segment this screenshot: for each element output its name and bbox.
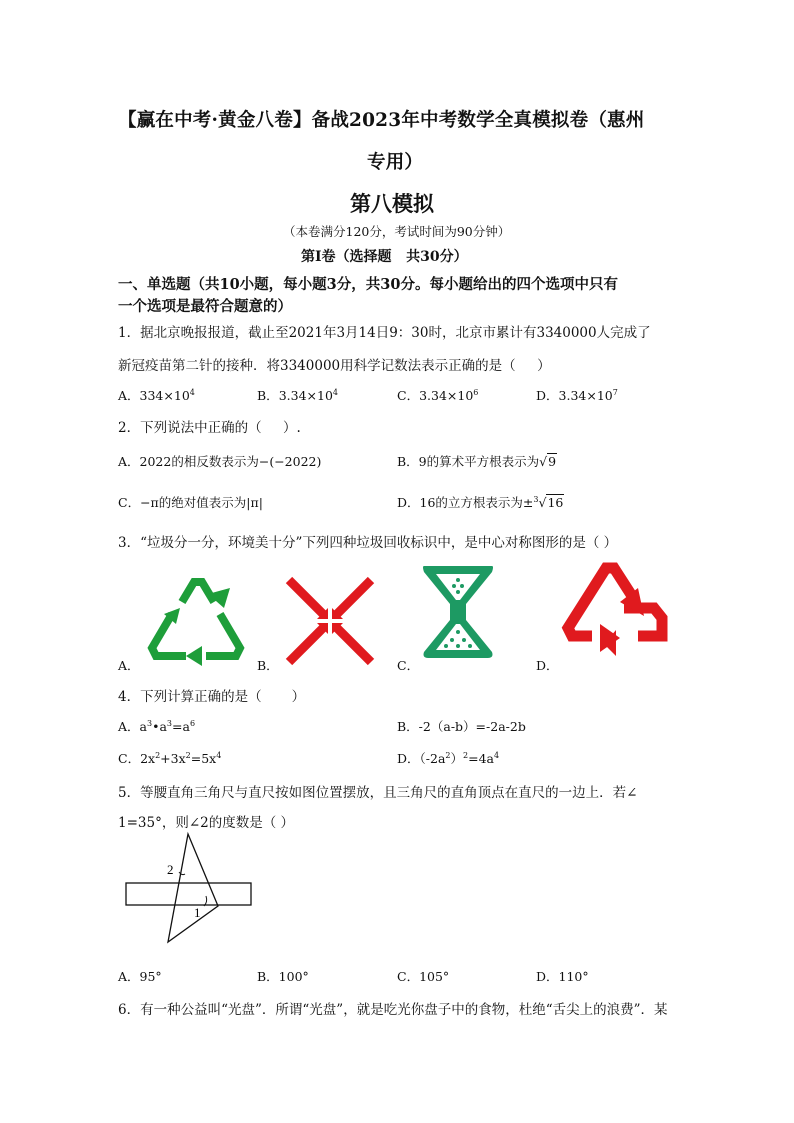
q5-option-a[interactable]: A．95° xyxy=(118,969,162,984)
document-title-line1: 【赢在中考·黄金八卷】备战2023年中考数学全真模拟卷（惠州 xyxy=(118,110,645,131)
option-exponent: 4 xyxy=(332,387,338,397)
q2-option-b[interactable] xyxy=(397,452,557,470)
exponent: 2 xyxy=(445,750,451,760)
option-label: C． xyxy=(397,388,420,403)
expr-part: =4a xyxy=(468,751,494,766)
triangle-shape xyxy=(168,834,218,942)
exponent: 2 xyxy=(185,750,191,760)
q3-option-a-label[interactable]: A． xyxy=(118,658,140,673)
q1-option-c[interactable] xyxy=(397,386,478,404)
expr-part: A．a xyxy=(118,719,147,734)
q5-stem-line1: 5．等腰直角三角尺与直尺按如图位置摆放，且三角尺的直角顶点在直尺的一边上．若∠ xyxy=(118,785,638,801)
q4-option-c[interactable] xyxy=(118,749,221,767)
option-value: 3.34×10 xyxy=(278,388,333,403)
expr-part: =a xyxy=(172,719,190,734)
q1-option-a[interactable] xyxy=(118,386,195,404)
angle-1-label: 1 xyxy=(194,905,201,920)
q4-option-a[interactable] xyxy=(118,717,195,735)
q4-option-b[interactable]: B．-2（a-b）=-2a-2b xyxy=(397,719,526,734)
q5-stem-line2: 1=35°，则∠2的度数是（ ） xyxy=(118,815,295,831)
ruler-triangle-figure xyxy=(122,830,262,945)
option-text: B．9的算术平方根表示为 xyxy=(397,454,540,469)
option-label: A． xyxy=(118,388,140,403)
exponent: 4 xyxy=(494,750,500,760)
q2-stem: 2．下列说法中正确的（ ）. xyxy=(118,420,301,436)
section-heading-line2: 一个选项是最符合题意的） xyxy=(118,298,292,315)
q5-option-b[interactable]: B．100° xyxy=(257,969,309,984)
exponent: 4 xyxy=(216,750,222,760)
paper-title: 第八模拟 xyxy=(350,191,434,216)
option-value: 3.34×10 xyxy=(419,388,474,403)
option-label: C． xyxy=(118,495,141,510)
q5-option-c[interactable]: C．105° xyxy=(397,969,450,984)
option-exponent: 7 xyxy=(612,387,618,397)
q2-option-a[interactable]: A．2022的相反数表示为−(−2022) xyxy=(118,454,322,469)
expr-part: +3x xyxy=(160,751,186,766)
option-exponent: 6 xyxy=(473,387,479,397)
hourglass-icon xyxy=(418,562,498,662)
q4-option-d[interactable] xyxy=(397,749,499,767)
option-text: −π的绝对值表示为 xyxy=(140,495,247,510)
sqrt-sign: √ xyxy=(539,454,548,469)
expr-part: D．（-2a xyxy=(397,751,446,766)
q4-stem: 4．下列计算正确的是（ ） xyxy=(118,689,306,705)
q1-stem-line1: 1．据北京晚报报道，截止至2021年3月14日9：30时，北京市累计有3340000人完成了 xyxy=(118,325,651,341)
document-title-line2: 专用） xyxy=(367,152,424,173)
option-label: D． xyxy=(536,388,559,403)
q5-option-d[interactable]: D．110° xyxy=(536,969,589,984)
q2-option-c[interactable] xyxy=(118,493,263,511)
q3-option-d-label[interactable]: D． xyxy=(536,658,559,673)
recycle-triangle-icon xyxy=(142,570,252,670)
exponent: 3 xyxy=(146,718,153,728)
option-label: B． xyxy=(257,388,279,403)
q2-option-d[interactable] xyxy=(397,493,564,511)
exponent: 2 xyxy=(463,750,469,760)
q3-stem: 3．“垃圾分一分，环境美十分”下列四种垃圾回收标识中，是中心对称图形的是（ ） xyxy=(118,535,618,551)
expr-part: •a xyxy=(152,719,167,734)
ruler-shape xyxy=(126,883,251,905)
q1-option-d[interactable] xyxy=(536,386,618,404)
radicand: 16 xyxy=(547,495,564,510)
q1-stem-line2: 新冠疫苗第二针的接种．将3340000用科学记数法表示正确的是（ ） xyxy=(118,358,551,374)
exponent: 2 xyxy=(155,750,161,760)
q3-option-c-label[interactable]: C． xyxy=(397,658,420,673)
section-heading-line1: 一、单选题（共10小题，每小题3分，共30分。每小题给出的四个选项中只有 xyxy=(118,276,618,293)
root-index: 3 xyxy=(533,494,539,504)
option-exponent: 4 xyxy=(189,387,195,397)
radicand: 9 xyxy=(548,454,557,469)
red-arrow-triangle-icon xyxy=(562,560,672,665)
exponent: 3 xyxy=(166,718,172,728)
q6-stem-line1: 6．有一种公益叫“光盘”．所谓“光盘”，就是吃光你盘子中的食物，杜绝“舌尖上的浪费”．某 xyxy=(118,1002,668,1018)
q1-option-b[interactable] xyxy=(257,386,338,404)
exponent: 6 xyxy=(189,718,196,728)
exam-info: （本卷满分120分，考试时间为90分钟） xyxy=(283,224,511,239)
option-text: D．16的立方根表示为± xyxy=(397,495,534,510)
angle-2-label: 2 xyxy=(167,862,174,877)
option-value: 334×10 xyxy=(139,388,190,403)
expr-part: ） xyxy=(450,751,464,766)
option-value: 3.34×10 xyxy=(558,388,613,403)
expr-part: C．2x xyxy=(118,751,156,766)
red-x-arrows-icon xyxy=(285,576,375,666)
abs-value: |π| xyxy=(246,495,263,510)
q3-option-b-label[interactable]: B． xyxy=(257,658,279,673)
volume-title: 第Ⅰ卷（选择题 共30分） xyxy=(301,249,468,265)
sqrt-sign: √ xyxy=(538,495,547,510)
expr-part: =5x xyxy=(190,751,217,766)
